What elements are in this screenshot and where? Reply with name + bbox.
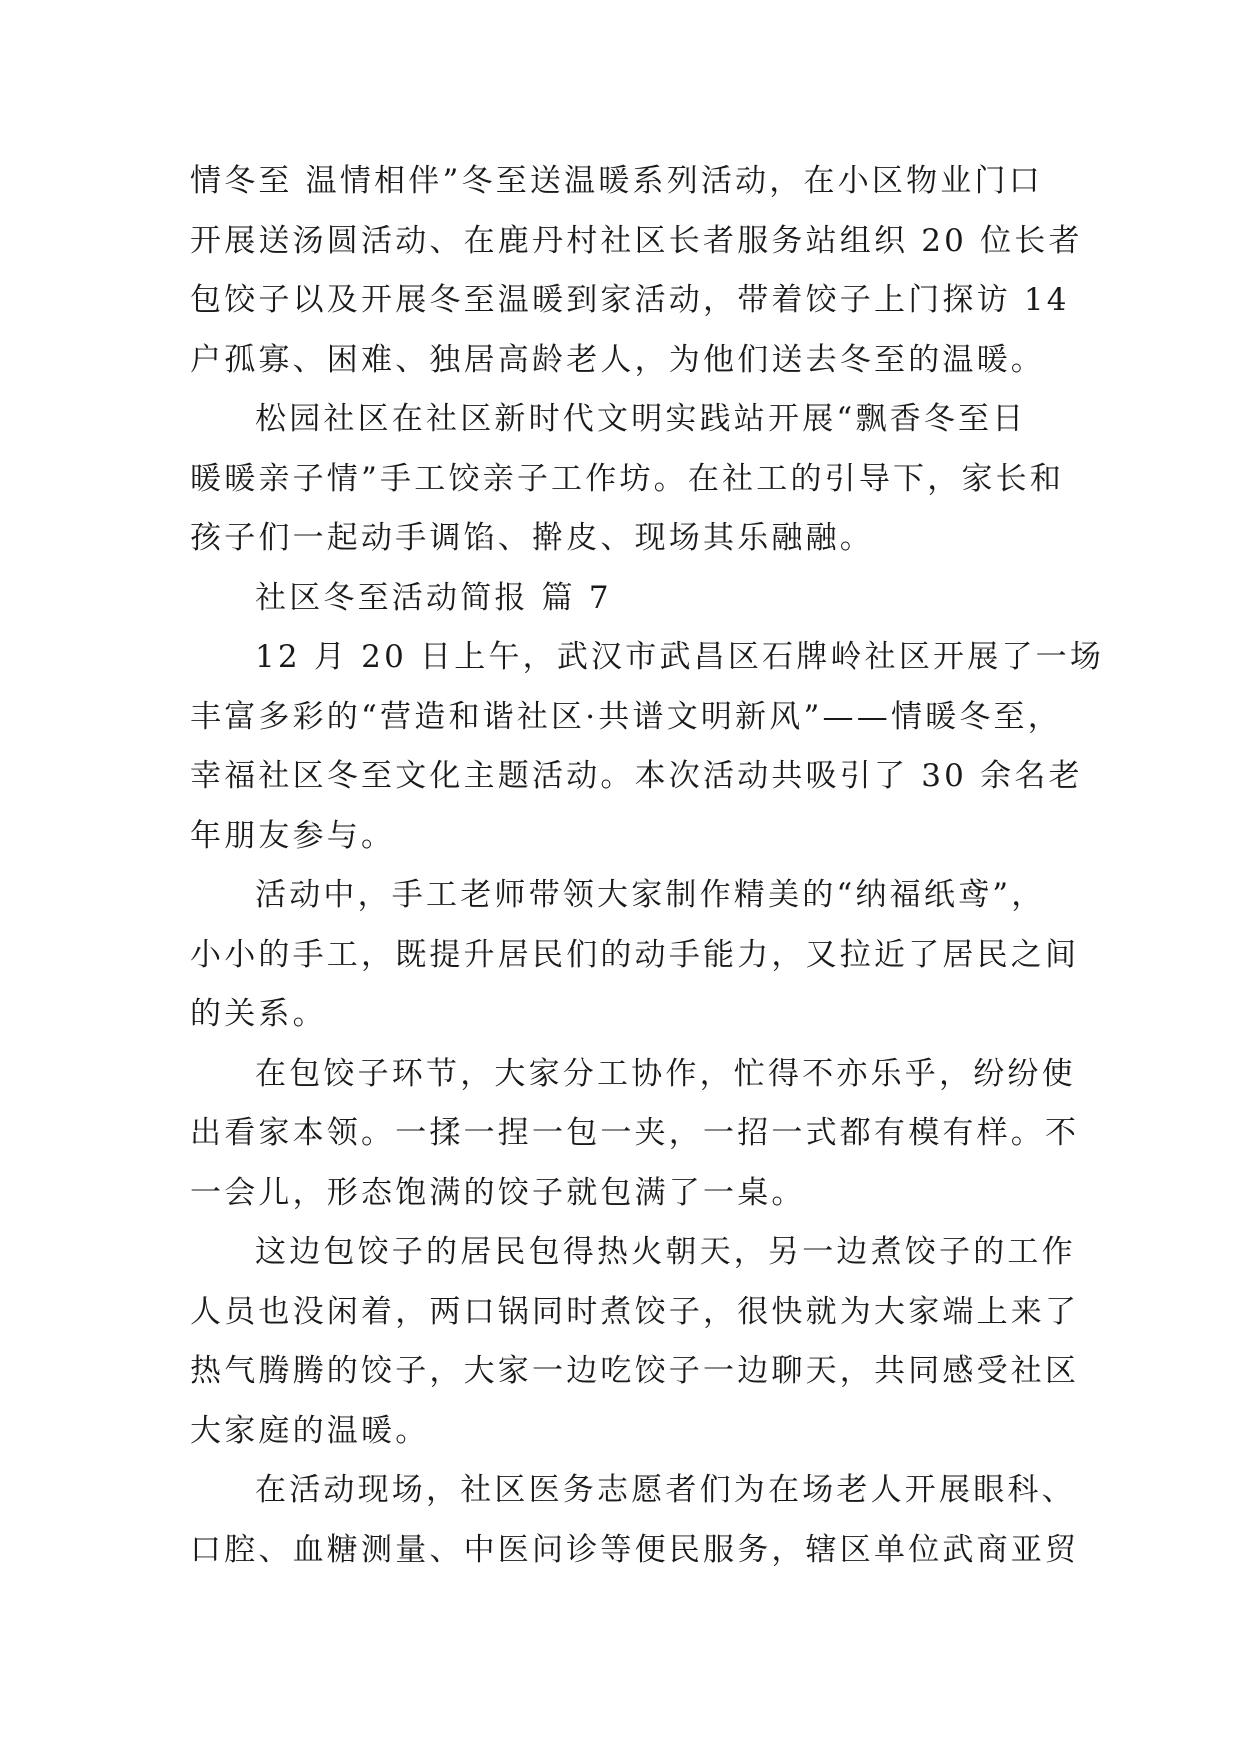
text-line: 户孤寡、困难、独居高龄老人，为他们送去冬至的温暖。 xyxy=(190,341,1045,378)
text-line: 幸福社区冬至文化主题活动。本次活动共吸引了 30 余名老 xyxy=(190,758,1083,794)
text-line: 出看家本领。一揉一捏一包一夹，一招一式都有模有样。不 xyxy=(190,1115,1080,1151)
text-line: 口腔、血糖测量、中医问诊等便民服务，辖区单位武商亚贸 xyxy=(190,1531,1080,1568)
text-line: 包饺子以及开展冬至温暖到家活动，带着饺子上门探访 14 xyxy=(190,282,1070,318)
paragraph-start-line: 这边包饺子的居民包得热火朝天，另一边煮饺子的工作 xyxy=(255,1234,1076,1270)
section-heading: 社区冬至活动简报 篇 7 xyxy=(255,579,612,616)
text-line: 孩子们一起动手调馅、擀皮、现场其乐融融。 xyxy=(190,520,874,556)
text-line: 暖暖亲子情”手工饺亲子工作坊。在社工的引导下，家长和 xyxy=(190,460,1065,497)
paragraph-start-line: 松园社区在社区新时代文明实践站开展“飘香冬至日 xyxy=(255,401,1027,437)
paragraph-start-line: 活动中，手工老师带领大家制作精美的“纳福纸鸢”， xyxy=(255,877,1046,913)
text-line: 丰富多彩的“营造和谐社区·共谱文明新风”——情暖冬至， xyxy=(190,698,1062,735)
text-line: 热气腾腾的饺子，大家一边吃饺子一边聊天，共同感受社区 xyxy=(190,1353,1080,1389)
paragraph-start-line: 在活动现场，社区医务志愿者们为在场老人开展眼科、 xyxy=(255,1472,1076,1508)
text-line: 小小的手工，既提升居民们的动手能力，又拉近了居民之间 xyxy=(190,936,1080,973)
text-line: 开展送汤圆活动、在鹿丹村社区长者服务站组织 20 位长者 xyxy=(190,222,1083,259)
text-line: 年朋友参与。 xyxy=(190,817,396,854)
text-line: 一会儿，形态饱满的饺子就包满了一桌。 xyxy=(190,1174,806,1211)
paragraph-start-line: 12 月 20 日上午，武汉市武昌区石牌岭社区开展了一场 xyxy=(255,639,1105,675)
document-body xyxy=(190,152,1105,1580)
paragraph-start-line: 在包饺子环节，大家分工协作，忙得不亦乐乎，纷纷使 xyxy=(255,1055,1076,1092)
text-line: 大家庭的温暖。 xyxy=(190,1412,430,1449)
text-line: 的关系。 xyxy=(190,996,327,1032)
text-line: 情冬至 温情相伴”冬至送温暖系列活动，在小区物业门口 xyxy=(190,163,1043,199)
text-line: 人员也没闲着，两口锅同时煮饺子，很快就为大家端上来了 xyxy=(190,1293,1080,1330)
